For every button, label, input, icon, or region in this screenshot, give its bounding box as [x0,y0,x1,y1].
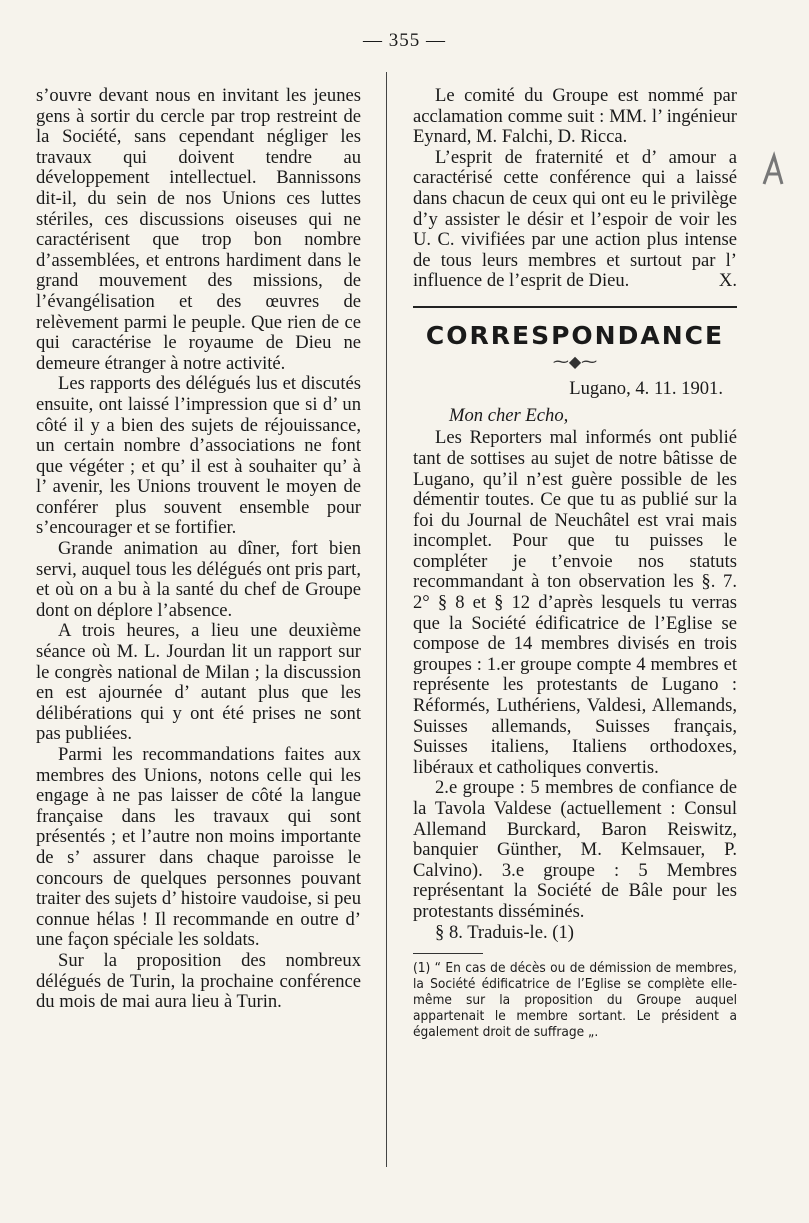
paragraph: s’ouvre devant nous en invitant les jeunes gens à sortir du cercle par trop restreint de la Société, sans cependant négliger les travaux qui doivent tendre au développement intellectuel. Bannissons dit-il, du sein de nos Unions ces luttes stériles, ces discussions oiseuses qui ne caractérisent que trop bon nombre d’assemblées, et entrons hardiment dans le grand mouvement des missions, de l’évangélisation et des œuvres de relèvement parmi le peuple. Que rien de ce qui caractérise le royaume de Dieu ne demeure étranger à notre activité. [36,85,361,374]
paragraph: Les rapports des délégués lus et discutés ensuite, ont laissé l’impression que si d’ un côté il y a bien des sujets de réjouissance, un certain nombre d’associations ne font que végéter ; et qu’ il est à souhaiter qu’ à l’ avenir, les Unions trouvent le moyen de conférer plus souvent ensemble pour s’encourager et se fortifier. [36,373,361,539]
signature: X. [718,270,737,292]
margin-pencil-mark [760,150,790,190]
paragraph: Sur la proposition des nombreux délégués de Turin, la prochaine conférence du mois de mai aura lieu à Turin. [36,949,361,1013]
paragraph: Le comité du Groupe est nommé par acclamation comme suit : MM. l’ ingénieur Eynard, M. Falchi, D. Ricca. [413,85,737,148]
right-column [413,86,737,1040]
paragraph-text: L’esprit de fraternité et d’ amour a caractérisé cette conférence qui a laissé dans chacun de ceux qui ont eu le privilège d’y assister le désir et l’espoir de voir les U. C. vivifiées par une action plus intense de tous leurs membres et surtout par l’ influence de l’esprit de Dieu. [413,146,737,292]
footnote-rule [413,953,483,954]
salutation: Mon cher Echo, [449,404,569,426]
dateline: Lugano, 4. 11. 1901. [569,378,723,400]
left-column [36,86,361,1013]
column-divider [386,72,387,1167]
section-rule [413,306,737,308]
paragraph: § 8. Traduis-le. (1) [435,921,574,943]
paragraph: Les Reporters mal informés ont publié tant de sottises au sujet de notre bâtisse de Lugano, qu’il n’est guère possible de les démentir toutes. Ce que tu as publié sur la foi du Journal de Neuchâtel est vrai mais incomplet. Pour que tu puisses le compléter je t’envoie nos statuts recommandant à ton observation les §. 7. 2° § 8 et § 12 d’après lesquels tu verras que la Société édificatrice de l’Eglise se compose de 14 membres divisés en trois groupes : 1.er groupe compte 4 membres et représente les protestants de Lugano : Réformés, Luthériens, Valdesi, Allemands, Suisses allemands, Suisses français, Suisses italiens, Italiens orthodoxes, libéraux et catholiques convertis. [413,427,737,778]
ornament: ⁓◆⁓ [552,353,598,371]
footnote: (1) “ En cas de décès ou de démission de membres, la Société édificatrice de l’Eglise se complète elle-même sur la proposition du Groupe auquel appartenait le membre sortant. Le président a également droit de suffrage „. [413,960,737,1041]
paragraph: Parmi les recommandations faites aux membres des Unions, notons celle qui les engage à ne pas laisser de côté la langue française dans les travaux qui sont présentés ; et l’autre non moins importante de s’ assurer dans chaque paroisse le concours de quelques personnes pouvant traiter des sujets d’ histoire vaudoise, si peu connue hélas ! Il recommande en outre d’ une façon spéciale les soldats. [36,744,361,951]
section-title: CORRESPONDANCE [425,320,725,350]
paragraph: Grande animation au dîner, fort bien servi, auquel tous les délégués ont pris part, et où on a bu à la santé du chef de Groupe dont on déplore l’absence. [36,538,361,621]
paragraph: A trois heures, a lieu une deuxième séance où M. L. Jourdan lit un rapport sur le congrès national de Milan ; la discussion en est ajournée d’ autant plus que les délibérations qui y ont été prises ne sont pas publiées. [36,620,361,745]
paragraph: 2.e groupe : 5 membres de confiance de la Tavola Valdese (actuellement : Consul Allemand Burckard, Baron Reiswitz, banquier Günther, M. Kelmsauer, P. Calvino). 3.e groupe : 5 Membres représentant la Société de Bâle pour les protestants disséminés. [413,777,737,922]
page-number: — 355 — [363,30,446,51]
paragraph [413,148,737,292]
